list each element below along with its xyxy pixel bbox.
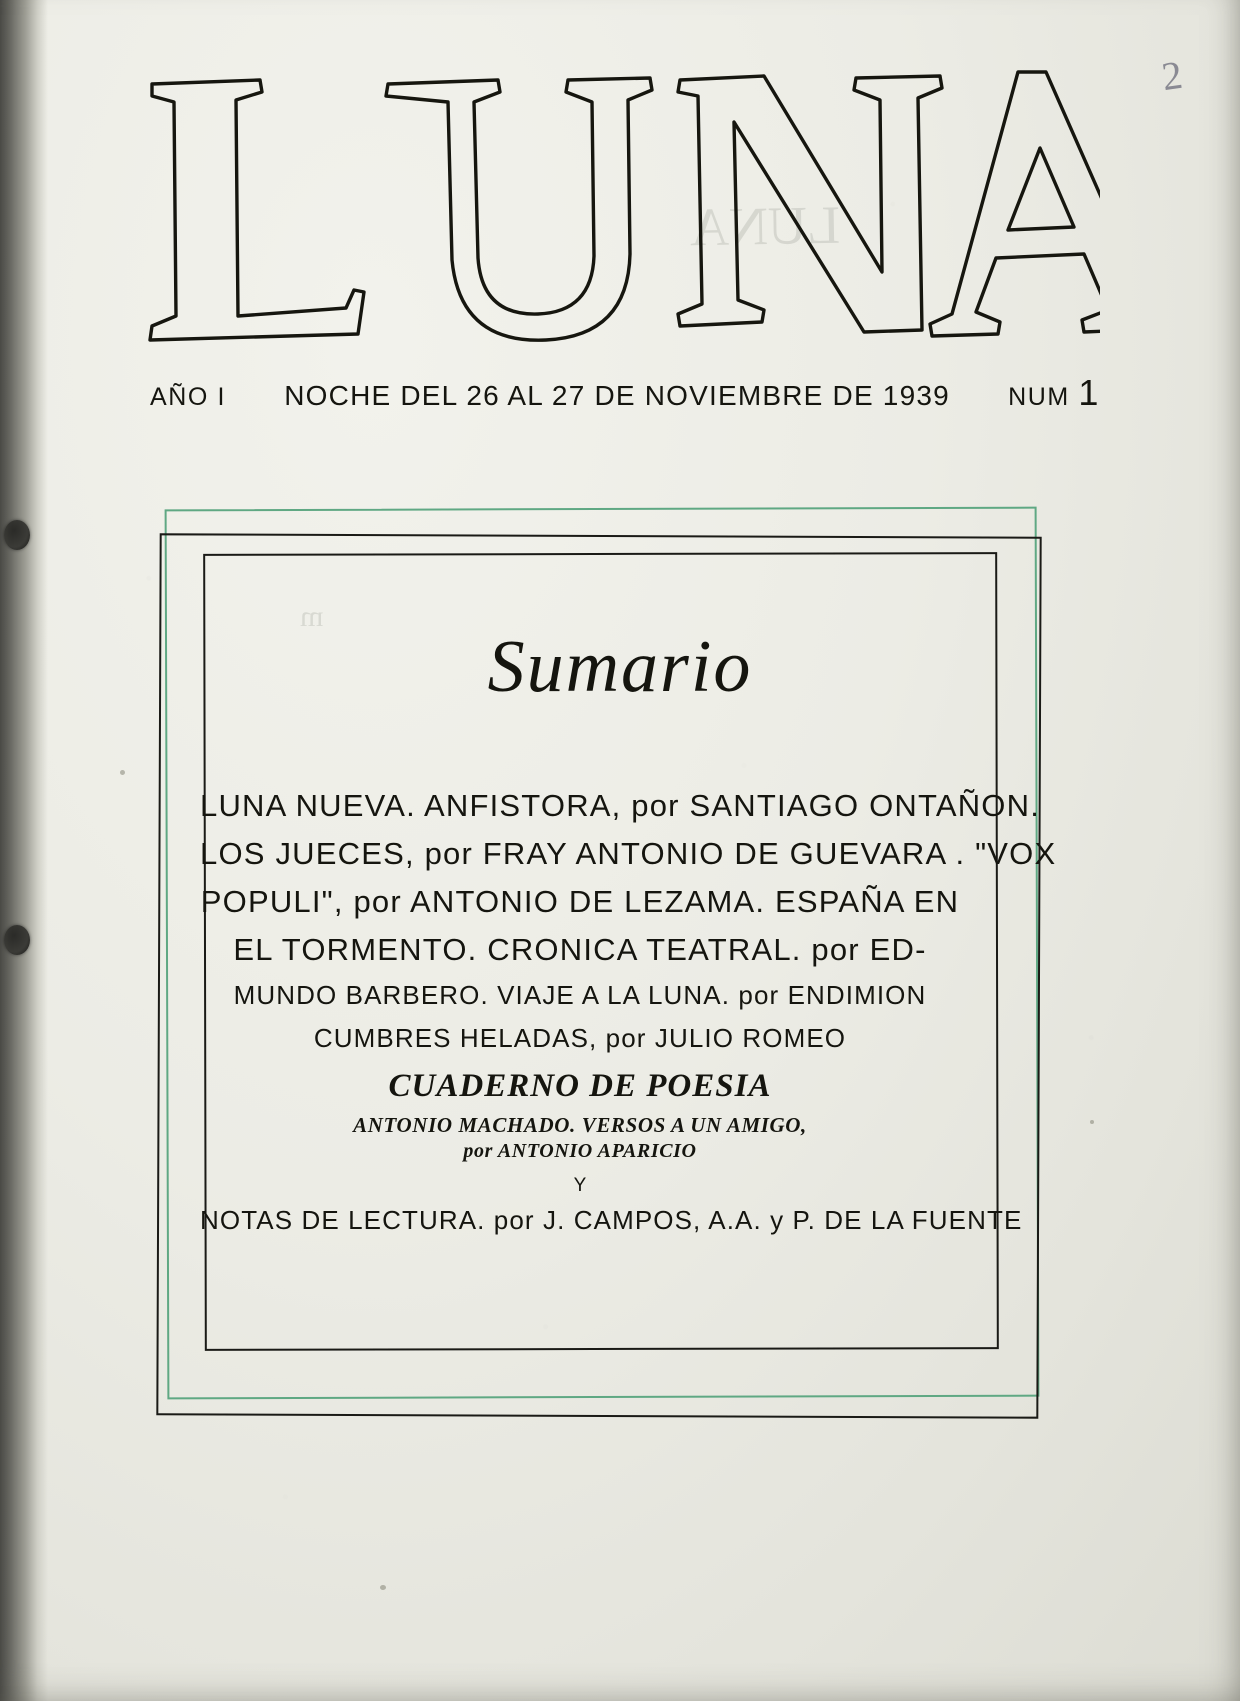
contents-line: CUMBRES HELADAS, por JULIO ROMEO bbox=[313, 1023, 847, 1053]
contents-line: LUNA NUEVA. ANFISTORA, por SANTIAGO ONTAÑON. bbox=[200, 788, 1041, 823]
binding-hole bbox=[4, 925, 30, 955]
paper-speck bbox=[380, 1585, 386, 1590]
issue-number-label: NUM bbox=[1008, 383, 1070, 411]
contents-line: MUNDO BARBERO. VIAJE A LA LUNA. por ENDIMION bbox=[233, 980, 927, 1010]
date-line: NOCHE DEL 26 AL 27 DE NOVIEMBRE DE 1939 bbox=[284, 380, 950, 411]
paper-speck bbox=[120, 770, 125, 775]
contents-line: POPULI", por ANTONIO DE LEZAMA. ESPAÑA EN bbox=[200, 884, 960, 919]
contents-line: EL TORMENTO. CRONICA TEATRAL. por ED- bbox=[233, 932, 927, 967]
poetry-section-title: CUADERNO DE POESIA bbox=[388, 1068, 772, 1104]
summary-contents bbox=[200, 788, 1057, 1250]
poetry-section-connector: Y bbox=[573, 1175, 587, 1196]
bleed-through-mark: m bbox=[300, 600, 324, 633]
poetry-section-line-1: ANTONIO MACHADO. VERSOS A UN AMIGO, bbox=[353, 1113, 807, 1137]
issue-info-line bbox=[150, 372, 1100, 414]
issue-number-value: 1 bbox=[1078, 372, 1100, 413]
summary-heading: Sumario bbox=[487, 626, 753, 708]
masthead-title-lettering bbox=[140, 58, 1100, 368]
archival-folio-mark: 2 bbox=[1158, 51, 1186, 100]
paper-speck bbox=[1090, 1120, 1094, 1124]
issue-number bbox=[1008, 372, 1100, 414]
year-label: AÑO I bbox=[150, 383, 227, 411]
poetry-section-line-2: por ANTONIO APARICIO bbox=[463, 1140, 697, 1162]
bleed-through-mark: LUNA bbox=[689, 194, 841, 258]
binding-edge bbox=[0, 0, 48, 1701]
binding-hole bbox=[4, 520, 30, 550]
contents-final-line: NOTAS DE LECTURA. por J. CAMPOS, A.A. y P. DE LA FUENTE bbox=[200, 1205, 1023, 1235]
contents-line: LOS JUECES, por FRAY ANTONIO DE GUEVARA . "VOX bbox=[200, 836, 1057, 871]
